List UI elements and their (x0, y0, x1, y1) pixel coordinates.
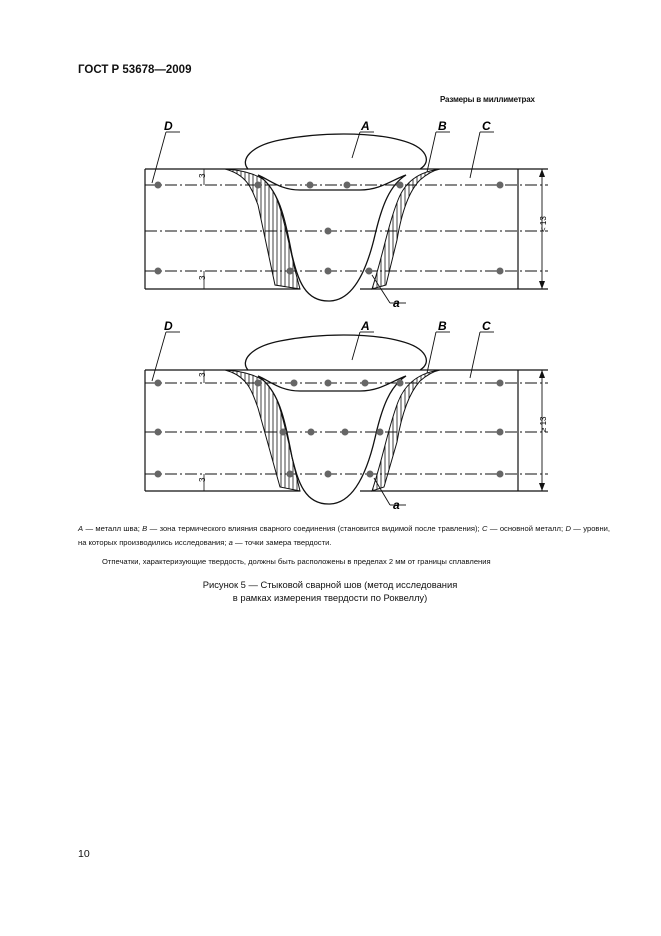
hardness-point (308, 429, 315, 436)
legend-b-letter: B (142, 524, 148, 533)
dim-top-gap: 3 (198, 372, 207, 377)
legend-d-letter: D (565, 524, 571, 533)
label-d: D (164, 119, 173, 133)
standard-header: ГОСТ Р 53678—2009 (78, 64, 192, 76)
legend-mark-text: — точки замера твердости. (232, 537, 332, 547)
label-c: C (482, 119, 491, 133)
label-point: a (393, 498, 400, 512)
hardness-point (325, 380, 332, 387)
caption-line-2: в рамках измерения твердости по Роквеллу) (232, 592, 428, 603)
legend-c-letter: C (482, 524, 488, 533)
hardness-point (155, 471, 162, 478)
hardness-point (255, 380, 262, 387)
top-weld-diagram (145, 119, 548, 310)
hardness-point (367, 471, 374, 478)
legend-mark-letter: а (228, 537, 233, 547)
label-d: D (164, 319, 173, 333)
page-number: 10 (78, 848, 90, 860)
label-c: C (482, 319, 491, 333)
hardness-point (362, 380, 369, 387)
hardness-point (155, 380, 162, 387)
hardness-point (155, 429, 162, 436)
dim-bottom-gap: 3 (198, 275, 207, 280)
figure-caption (170, 578, 490, 604)
hardness-point (397, 182, 404, 189)
hardness-point (497, 380, 504, 387)
figure-legend (78, 522, 610, 549)
hardness-point (155, 182, 162, 189)
hardness-point (287, 471, 294, 478)
label-b: B (438, 319, 447, 333)
hardness-point (325, 228, 332, 235)
bottom-weld-diagram (145, 319, 548, 512)
hardness-point (366, 268, 373, 275)
caption-line-1: Рисунок 5 — Стыковой сварной шов (метод исследования (202, 579, 458, 590)
hardness-point (497, 182, 504, 189)
hardness-point (155, 268, 162, 275)
legend-a-letter: A (78, 524, 84, 533)
hardness-point (307, 182, 314, 189)
hardness-point (342, 429, 349, 436)
hardness-point (255, 182, 262, 189)
dim-thickness: ≥ 13 (539, 416, 548, 432)
hardness-point (397, 380, 404, 387)
hardness-point (287, 268, 294, 275)
hardness-note: Отпечатки, характеризующие твердость, должны быть расположены в пределах 2 мм от границы сплавления (102, 557, 491, 566)
dim-thickness: < 13 (539, 216, 548, 232)
hardness-point (344, 182, 351, 189)
hardness-point (497, 268, 504, 275)
legend-c-text: — основной металл; (487, 524, 566, 533)
legend-d-text: — уровни, на которых производились исследования; (78, 524, 610, 547)
label-a: A (361, 319, 370, 333)
label-b: B (438, 119, 447, 133)
units-note: Размеры в миллиметрах (440, 95, 535, 104)
dim-top-gap: 3 (198, 173, 207, 178)
hardness-point (325, 268, 332, 275)
hardness-point (377, 429, 384, 436)
hardness-point (280, 429, 287, 436)
hardness-point (325, 471, 332, 478)
label-point: a (393, 296, 400, 310)
hardness-point (291, 380, 298, 387)
dim-bottom-gap: 3 (198, 477, 207, 482)
hardness-point (497, 471, 504, 478)
legend-a-text: — металл шва; (83, 524, 143, 533)
label-a: A (361, 119, 370, 133)
legend-b-text: — зона термического влияния сварного соединения (становится видимой после травления); (147, 524, 483, 533)
hardness-point (497, 429, 504, 436)
